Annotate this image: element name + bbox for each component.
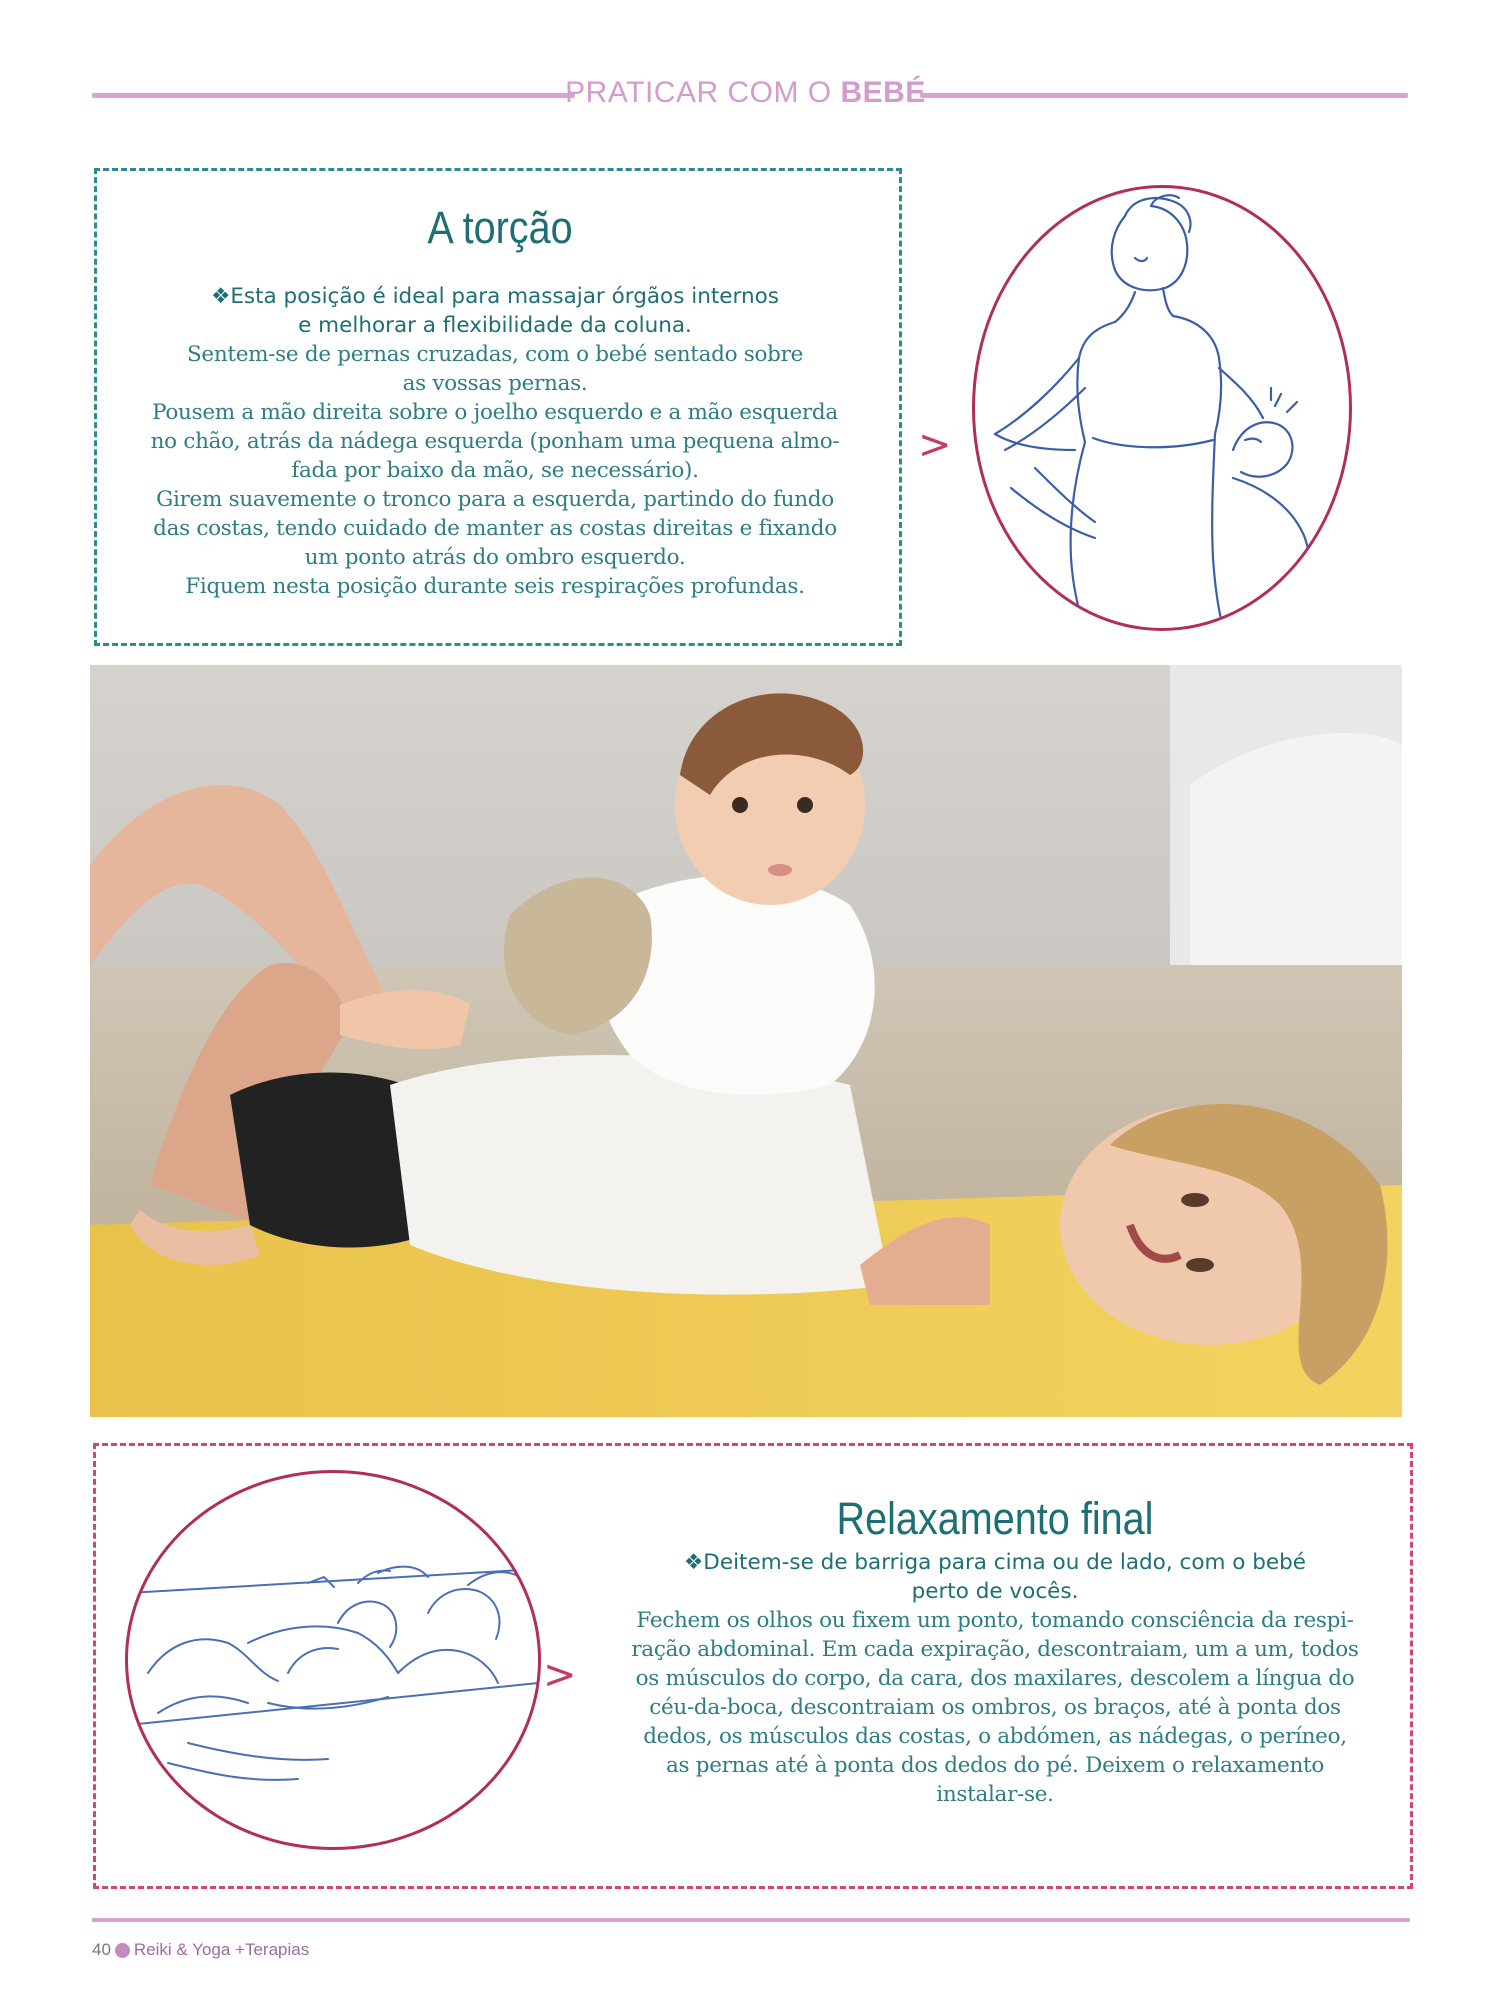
relaxamento-title: Relaxamento final bbox=[836, 1493, 1154, 1544]
footer-rule bbox=[92, 1918, 1410, 1922]
relaxamento-lead-line: ❖Deitem-se de barriga para cima ou de lado, com o bebé bbox=[684, 1550, 1306, 1575]
magazine-name: Reiki & Yoga +Terapias bbox=[133, 1940, 310, 1959]
torcao-body-line: Sentem-se de pernas cruzadas, com o bebé sentado sobre bbox=[186, 342, 804, 367]
mother-baby-photo bbox=[90, 665, 1402, 1417]
torcao-lead-line: e melhorar a flexibilidade da coluna. bbox=[298, 313, 692, 338]
section-header-bold: BEBÉ bbox=[840, 76, 926, 109]
torcao-body-line: as vossas pernas. bbox=[402, 371, 588, 396]
relaxamento-lead-line: perto de vocês. bbox=[911, 1579, 1079, 1604]
relaxamento-body bbox=[590, 1606, 1400, 1809]
torcao-lead bbox=[110, 282, 880, 340]
relaxamento-body-line: instalar-se. bbox=[936, 1782, 1054, 1807]
torcao-body-line: das costas, tendo cuidado de manter as costas direitas e fixando bbox=[153, 516, 837, 541]
relaxamento-body-line: ração abdominal. Em cada expiração, descontraiam, um a um, todos bbox=[631, 1637, 1359, 1662]
relaxamento-body-line: as pernas até à ponta dos dedos do pé. Deixem o relaxamento bbox=[666, 1753, 1324, 1778]
relaxamento-arrow: > bbox=[543, 1652, 577, 1698]
twist-pose-illustration bbox=[972, 185, 1352, 631]
relaxamento-body-line: Fechem os olhos ou fixem um ponto, tomando consciência da respi- bbox=[636, 1608, 1354, 1633]
relaxamento-body-line: dedos, os músculos das costas, o abdómen, as nádegas, o períneo, bbox=[643, 1724, 1347, 1749]
relaxation-pose-illustration bbox=[125, 1470, 541, 1850]
relaxamento-lead bbox=[590, 1548, 1400, 1606]
section-header-normal: PRATICAR COM O bbox=[565, 76, 841, 109]
flower-icon bbox=[115, 1943, 130, 1958]
torcao-body-line: Pousem a mão direita sobre o joelho esquerdo e a mão esquerda bbox=[152, 400, 838, 425]
footer bbox=[92, 1940, 309, 1960]
torcao-lead-line: ❖Esta posição é ideal para massajar órgãos internos bbox=[211, 284, 779, 309]
relaxamento-body-line: céu-da-boca, descontraiam os ombros, os braços, até à ponta dos bbox=[649, 1695, 1341, 1720]
torcao-title: A torção bbox=[427, 202, 573, 253]
torcao-body-line: um ponto atrás do ombro esquerdo. bbox=[304, 545, 686, 570]
torcao-body-line: fada por baixo da mão, se necessário). bbox=[291, 458, 699, 483]
page-number: 40 bbox=[92, 1940, 111, 1959]
torcao-body-line: Fiquem nesta posição durante seis respirações profundas. bbox=[185, 574, 805, 599]
torcao-body-line: Girem suavemente o tronco para a esquerda, partindo do fundo bbox=[156, 487, 834, 512]
torcao-body bbox=[110, 340, 880, 601]
torcao-arrow: > bbox=[918, 422, 952, 468]
mother-baby-photo-illustration bbox=[90, 665, 1402, 1417]
relaxamento-body-line: os músculos do corpo, da cara, dos maxilares, descolem a língua do bbox=[635, 1666, 1355, 1691]
torcao-body-line: no chão, atrás da nádega esquerda (ponham uma pequena almo- bbox=[150, 429, 840, 454]
section-header bbox=[0, 76, 1491, 110]
relaxation-pose-sketch bbox=[128, 1473, 538, 1847]
twist-pose-sketch bbox=[975, 188, 1349, 628]
